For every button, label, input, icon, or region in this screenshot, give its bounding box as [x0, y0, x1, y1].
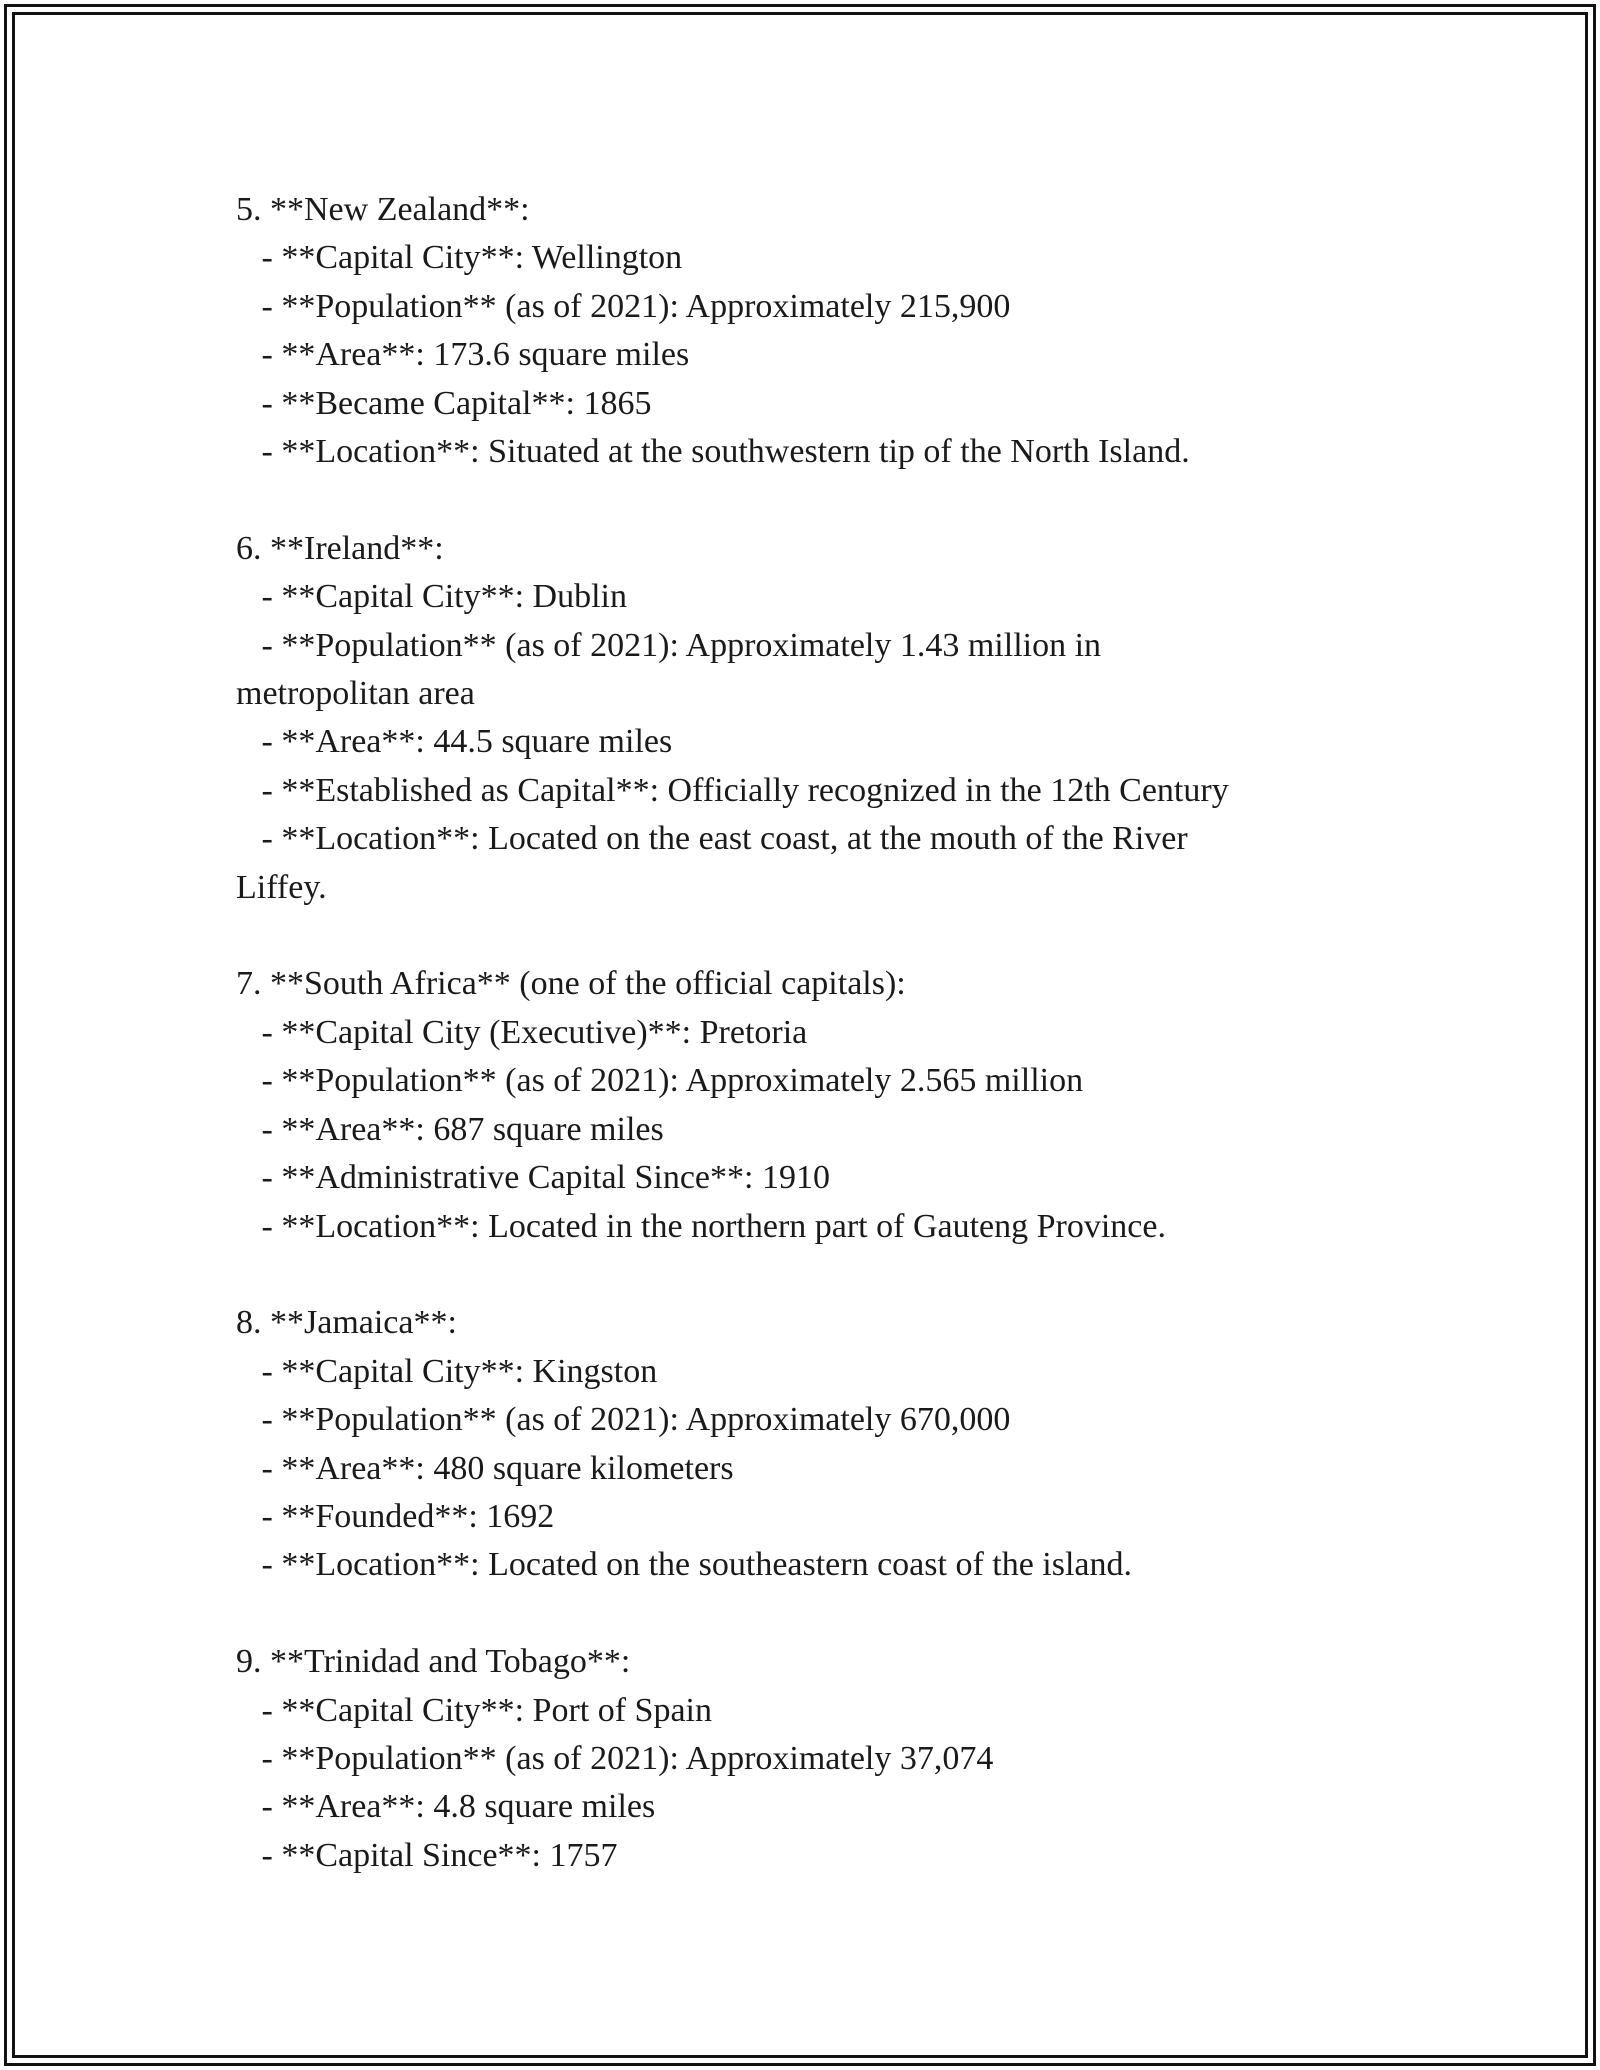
- text-line: - **Location**: Located on the east coast, at the mouth of the River: [236, 820, 1188, 858]
- text-line: - **Became Capital**: 1865: [236, 384, 652, 422]
- text-line: - **Capital City**: Wellington: [236, 239, 683, 277]
- text-line: - **Capital City (Executive)**: Pretoria: [236, 1013, 808, 1051]
- text-line: - **Population** (as of 2021): Approximately 37,074: [236, 1739, 994, 1777]
- text-line: - **Capital Since**: 1757: [236, 1836, 618, 1874]
- blank-line: [236, 1590, 1396, 1638]
- text-line: - **Location**: Situated at the southwestern tip of the North Island.: [236, 433, 1190, 471]
- text-line: - **Area**: 173.6 square miles: [236, 336, 690, 374]
- blank-line: [236, 912, 1396, 960]
- text-line: metropolitan area: [236, 675, 475, 713]
- text-line: - **Location**: Located in the northern part of Gauteng Province.: [236, 1207, 1166, 1245]
- text-line: - **Area**: 4.8 square miles: [236, 1788, 656, 1826]
- text-line: - **Area**: 687 square miles: [236, 1110, 664, 1148]
- document-body: [236, 186, 1396, 1880]
- text-line: - **Population** (as of 2021): Approximately 1.43 million in: [236, 626, 1102, 664]
- text-line: - **Area**: 480 square kilometers: [236, 1449, 734, 1487]
- text-line: - **Administrative Capital Since**: 1910: [236, 1159, 830, 1197]
- text-line: - **Established as Capital**: Officially recognized in the 12th Century: [236, 771, 1229, 809]
- text-line: - **Location**: Located on the southeastern coast of the island.: [236, 1546, 1133, 1584]
- text-line: Liffey.: [236, 868, 327, 906]
- blank-line: [236, 1251, 1396, 1299]
- text-line: - **Area**: 44.5 square miles: [236, 723, 673, 761]
- text-line: - **Population** (as of 2021): Approximately 670,000: [236, 1401, 1011, 1439]
- text-line: 6. **Ireland**:: [236, 529, 444, 567]
- blank-line: [236, 476, 1396, 524]
- text-line: 8. **Jamaica**:: [236, 1304, 457, 1342]
- text-line: 9. **Trinidad and Tobago**:: [236, 1643, 631, 1681]
- text-line: - **Capital City**: Kingston: [236, 1352, 658, 1390]
- text-line: - **Population** (as of 2021): Approximately 215,900: [236, 287, 1011, 325]
- text-line: - **Capital City**: Port of Spain: [236, 1691, 712, 1729]
- text-line: - **Capital City**: Dublin: [236, 578, 627, 616]
- text-line: - **Founded**: 1692: [236, 1497, 555, 1535]
- text-line: - **Population** (as of 2021): Approximately 2.565 million: [236, 1062, 1084, 1100]
- text-line: 7. **South Africa** (one of the official capitals):: [236, 965, 906, 1003]
- text-line: 5. **New Zealand**:: [236, 191, 530, 228]
